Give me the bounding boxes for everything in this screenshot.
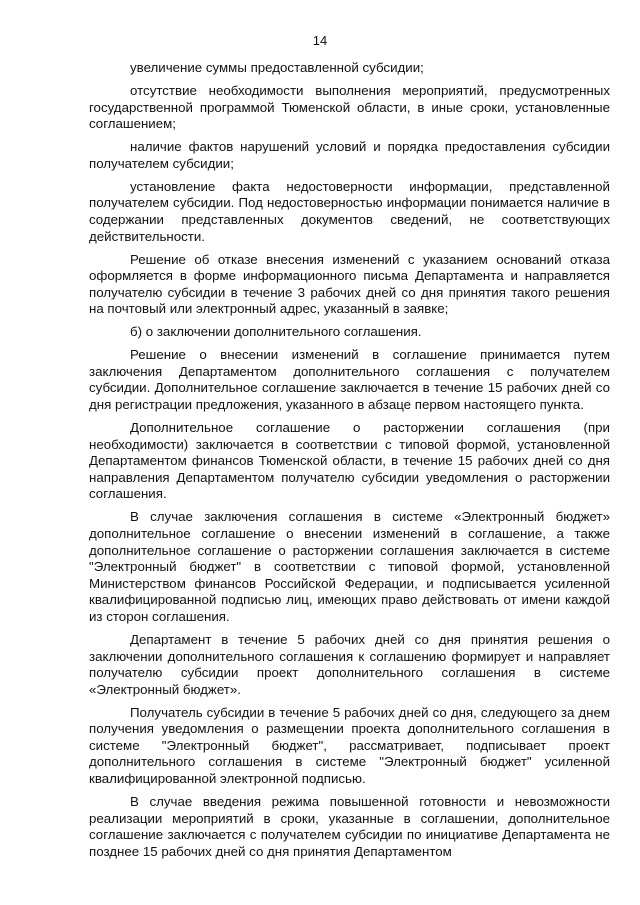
paragraph: отсутствие необходимости выполнения мероприятий, предусмотренных государственной программой Тюменской области, в иные сроки, установленные соглашением; (89, 82, 610, 132)
page-number: 14 (312, 33, 328, 48)
paragraph: увеличение суммы предоставленной субсидии; (130, 60, 424, 75)
paragraph: б) о заключении дополнительного соглашения. (130, 324, 422, 340)
paragraph: Получатель субсидии в течение 5 рабочих дней со дня, следующего за днем получения уведомления о размещении проекта дополнительного соглашения в системе "Электронный бюджет", рассматривает, подписывает проект дополнительного соглашения в системе "Электронный бюджет" усиленной квалифицированной электронной подписью. (89, 704, 610, 787)
paragraph: наличие фактов нарушений условий и порядка предоставления субсидии получателем субсидии; (89, 139, 610, 171)
paragraph: В случае введения режима повышенной готовности и невозможности реализации мероприятий в сроки, указанные в соглашении, дополнительное соглашение заключается с получателем субсидии по инициативе Департамента не позднее 15 рабочих дней со дня принятия Департаментом (89, 794, 610, 859)
body-text (89, 60, 610, 867)
paragraph: Дополнительное соглашение о расторжении соглашения (при необходимости) заключается в соответствии с типовой формой, установленной Департаментом финансов Тюменской области, в течение 15 рабочих дней со дня направления Департаментом получателю субсидии уведомления о расторжении соглашения. (89, 420, 610, 502)
paragraph: В случае заключения соглашения в системе «Электронный бюджет» дополнительное соглашение о внесении изменений в соглашение, а также дополнительное соглашение о расторжении соглашения заключается в системе "Электронный бюджет" в соответствии с типовой формой, установленной Министерством финансов Российской Федерации, и подписывается усиленной квалифицированной подписью лиц, имеющих право действовать от имени каждой из сторон соглашения. (89, 509, 610, 624)
paragraph: установление факта недостоверности информации, представленной получателем субсидии. Под недостоверностью информации понимается наличие в содержании представленных документов сведений, не соответствующих действительности. (89, 178, 610, 244)
paragraph: Решение об отказе внесения изменений с указанием оснований отказа оформляется в форме информационного письма Департамента и направляется получателю субсидии в течение 3 рабочих дней со дня принятия такого решения на почтовый или электронный адрес, указанный в заявке; (89, 251, 610, 317)
paragraph: Департамент в течение 5 рабочих дней со дня принятия решения о заключении дополнительного соглашения к соглашению формирует и направляет получателю субсидии проект дополнительного соглашения в системе «Электронный бюджет». (89, 631, 610, 697)
paragraph: Решение о внесении изменений в соглашение принимается путем заключения Департаментом дополнительного соглашения с получателем субсидии. Дополнительное соглашение заключается в течение 15 рабочих дней со дня регистрации предложения, указанного в абзаце первом настоящего пункта. (89, 347, 610, 413)
